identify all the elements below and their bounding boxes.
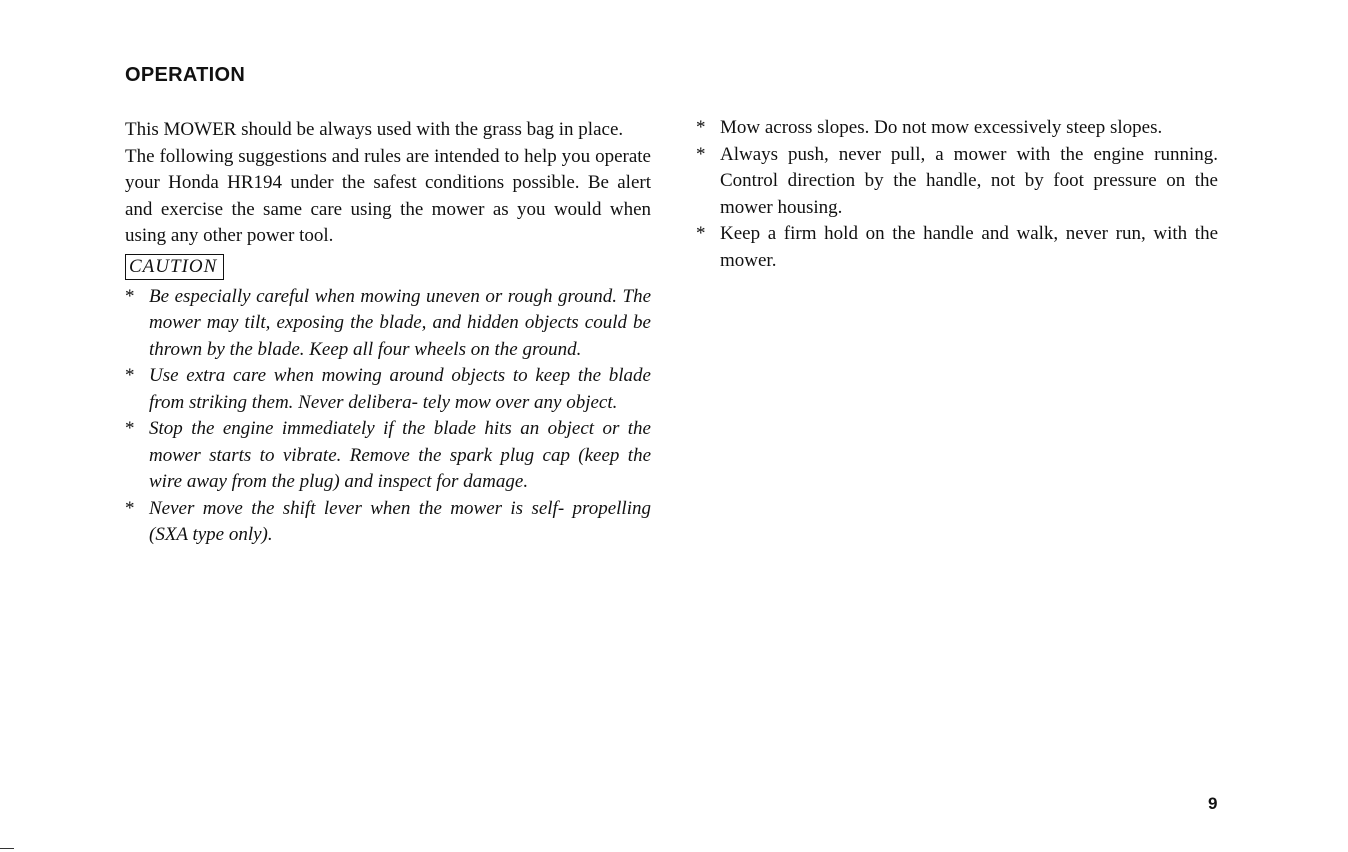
caution-item xyxy=(125,284,651,364)
caution-item-text: Use extra care when mowing around objects to keep the blade from striking them. Never delibera- tely mow over any object. xyxy=(149,365,651,413)
bullet-star: * xyxy=(125,497,135,519)
bullet-star: * xyxy=(125,418,135,439)
bullet-star: * xyxy=(696,117,706,138)
bullet-star: * xyxy=(125,365,135,386)
left-column xyxy=(125,117,651,549)
rule-item-text: Always push, never pull, a mower with the engine running. Control direction by the handle, not by foot pressure on the mower housing. xyxy=(720,143,1218,218)
right-column xyxy=(696,115,1218,274)
caution-item-text: Never move the shift lever when the mower is self- propelling (SXA type only). xyxy=(149,497,651,545)
intro-paragraph-2: The following suggestions and rules are intended to help you operate your Honda HR194 under the safest conditions possible. Be alert and exercise the same care using the mower as you would when using any other power tool. xyxy=(125,145,651,246)
caution-item xyxy=(125,363,651,416)
section-heading: OPERATION xyxy=(125,64,246,86)
rules-list xyxy=(696,115,1218,274)
caution-item xyxy=(125,496,651,549)
rule-item xyxy=(696,221,1218,274)
bullet-star: * xyxy=(696,143,706,165)
caution-item-text: Be especially careful when mowing uneven or rough ground. The mower may tilt, exposing the blade, and hidden objects could be thrown by the blade. Keep all four wheels on the ground. xyxy=(149,285,651,360)
bullet-star: * xyxy=(696,223,706,244)
rule-item-text: Mow across slopes. Do not mow excessively steep slopes. xyxy=(720,117,1163,138)
caution-item xyxy=(125,416,651,496)
rule-item xyxy=(696,115,1218,142)
rule-item xyxy=(696,142,1218,222)
intro-paragraph-1: This MOWER should be always used with the grass bag in place. xyxy=(125,119,624,140)
bullet-star: * xyxy=(125,285,135,307)
caution-list xyxy=(125,284,651,549)
caution-item-text: Stop the engine immediately if the blade hits an object or the mower starts to vibrate. Remove the spark plug cap (keep the wire away from the plug) and inspect for damage. xyxy=(149,418,651,492)
scan-corner-mark xyxy=(0,848,14,849)
page-number: 9 xyxy=(1208,794,1218,813)
caution-label: CAUTION xyxy=(125,254,224,280)
rule-item-text: Keep a firm hold on the handle and walk, never run, with the mower. xyxy=(720,223,1218,271)
